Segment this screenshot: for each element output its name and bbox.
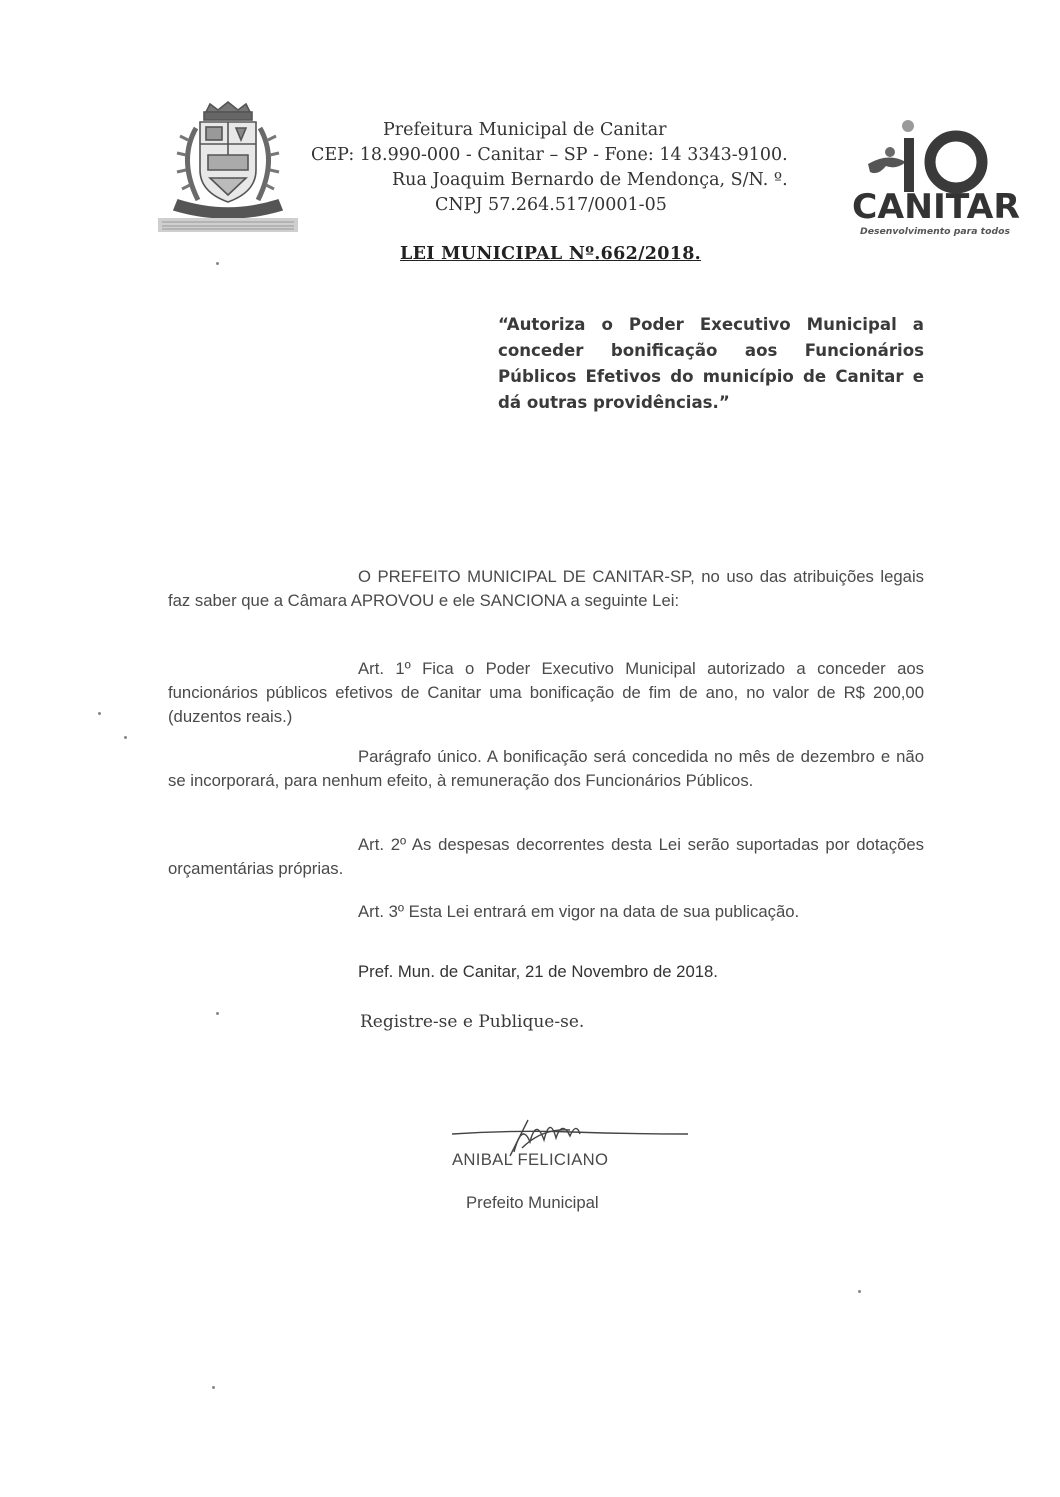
sole-paragraph: Parágrafo único. A bonificação será concedida no mês de dezembro e não se incorporará, para nenhum efeito, à remuneração dos Funcionários Públicos. (168, 747, 924, 790)
logo-tagline: Desenvolvimento para todos (860, 227, 1011, 237)
intro-paragraph: O PREFEITO MUNICIPAL DE CANITAR-SP, no uso das atribuições legais faz saber que a Câmara APROVOU e ele SANCIONA a seguinte Lei: (168, 567, 924, 610)
article-3-paragraph: Art. 3º Esta Lei entrará em vigor na data de sua publicação. (358, 902, 800, 921)
registre-line: Registre-se e Publique-se. (360, 1012, 585, 1032)
letterhead (300, 118, 820, 218)
letterhead-line: CNPJ 57.264.517/0001-05 (435, 195, 667, 215)
signatory-name: ANIBAL FELICIANO (452, 1150, 609, 1169)
scan-speck (212, 1386, 215, 1389)
logo-name: CANITAR (852, 187, 1020, 227)
letterhead-line: Prefeitura Municipal de Canitar (383, 120, 667, 140)
scan-speck (216, 262, 219, 265)
date-line: Pref. Mun. de Canitar, 21 de Novembro de 2018. (358, 962, 718, 981)
article-2-paragraph: Art. 2º As despesas decorrentes desta Lei serão suportadas por dotações orçamentárias próprias. (168, 835, 924, 878)
scan-speck (124, 736, 127, 739)
coat-of-arms-icon (158, 100, 298, 232)
scan-speck (216, 1012, 219, 1015)
scan-speck (858, 1290, 861, 1293)
scan-speck (98, 712, 101, 715)
law-title: LEI MUNICIPAL Nº.662/2018. (400, 244, 702, 264)
letterhead-line: Rua Joaquim Bernardo de Mendonça, S/N. º. (392, 170, 788, 190)
signatory-role: Prefeito Municipal (466, 1193, 599, 1212)
article-1-paragraph: Art. 1º Fica o Poder Executivo Municipal autorizado a conceder aos funcionários públicos efetivos de Canitar uma bonificação de fim de ano, no valor de R$ 200,00 (duzentos reais.) (168, 659, 924, 726)
letterhead-line: CEP: 18.990-000 - Canitar – SP - Fone: 14 3343-9100. (311, 145, 788, 165)
canitar-logo (848, 118, 1026, 240)
law-ementa: “Autoriza o Poder Executivo Municipal a conceder bonificação aos Funcionários Públicos Efetivos do município de Canitar e dá outras providências.” (498, 315, 924, 412)
